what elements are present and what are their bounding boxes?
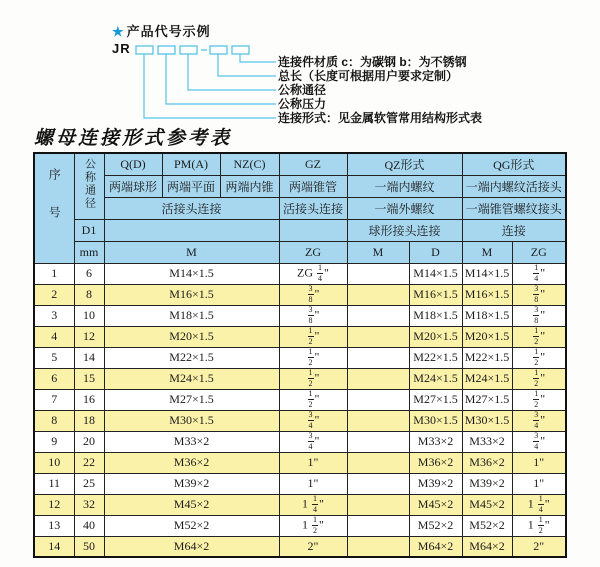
cell-qg-zg: $\frac{3}{8}$ " — [512, 284, 566, 305]
cell-m: M52×2 — [104, 515, 279, 536]
header-qg-m: M — [462, 241, 512, 263]
cell-seq: 5 — [34, 347, 74, 368]
cell-qg-zg: $\frac{1}{2}$ " — [512, 368, 566, 389]
cell-dn: 10 — [74, 305, 104, 326]
cell-qz-d: M52×2 — [409, 515, 462, 536]
cell-qz-d: M16×1.5 — [409, 284, 462, 305]
gz-connection: 活接头连接 — [279, 197, 347, 219]
cell-dn: 50 — [74, 536, 104, 557]
cell-dn: 14 — [74, 347, 104, 368]
cell-dn: 6 — [74, 263, 104, 284]
cell-qg-m: M52×2 — [462, 515, 512, 536]
header-qz-m: M — [347, 241, 409, 263]
qz-connection: 球形接头连接 — [347, 219, 462, 241]
table-row — [34, 326, 566, 347]
cell-qz-d: M20×1.5 — [409, 326, 462, 347]
cell-qz-m — [347, 536, 409, 557]
code-box — [210, 46, 227, 54]
cell-qg-zg: $\frac{1}{2}$ " — [512, 389, 566, 410]
cell-gz-zg: 1" — [279, 452, 347, 473]
cell-qz-m — [347, 473, 409, 494]
cell-m: M18×1.5 — [104, 305, 279, 326]
diagram-label-pressure: 公称压力 — [278, 97, 327, 111]
cell-dn: 15 — [74, 368, 104, 389]
cell-qz-m — [347, 515, 409, 536]
cell-qz-m — [347, 494, 409, 515]
cell-qg-m: M39×2 — [462, 473, 512, 494]
header-m: M — [104, 241, 279, 263]
cell-qz-d: M27×1.5 — [409, 389, 462, 410]
cell-gz-zg: 2" — [279, 536, 347, 557]
cell-qg-zg: 2" — [512, 536, 566, 557]
cell-qg-m: M33×2 — [462, 431, 512, 452]
diagram-label-material: 连接件材质 c：为碳钢 b：为不锈钢 — [278, 55, 467, 69]
col-header-dn — [74, 153, 104, 219]
cell-gz-zg: ZG $\frac{1}{4}$ " — [279, 263, 347, 284]
cell-qz-m — [347, 305, 409, 326]
cell-dn: 25 — [74, 473, 104, 494]
cell-qg-m: M16×1.5 — [462, 284, 512, 305]
cell-qz-m — [347, 431, 409, 452]
cell-seq: 12 — [34, 494, 74, 515]
cell-gz-zg: $\frac{3}{8}$ " — [279, 284, 347, 305]
cell-seq: 9 — [34, 431, 74, 452]
cell-qz-d: M45×2 — [409, 494, 462, 515]
cell-qz-d: M30×1.5 — [409, 410, 462, 431]
cell-dn: 32 — [74, 494, 104, 515]
cell-qz-m — [347, 347, 409, 368]
header-blank-left — [104, 219, 279, 241]
leader-line — [240, 54, 276, 62]
cell-qz-m — [347, 452, 409, 473]
table-row — [34, 452, 566, 473]
leader-line — [188, 54, 276, 90]
cell-gz-zg: 1 $\frac{1}{4}$ " — [279, 494, 347, 515]
star-icon: ★ — [112, 24, 125, 39]
table-row — [34, 284, 566, 305]
cell-gz-zg: 1" — [279, 473, 347, 494]
cell-gz-zg: $\frac{1}{2}$ " — [279, 389, 347, 410]
header-zg: ZG — [279, 241, 347, 263]
cell-qz-d: M22×1.5 — [409, 347, 462, 368]
cell-qz-m — [347, 389, 409, 410]
cell-m: M16×1.5 — [104, 284, 279, 305]
desc-qg-1: 一端内螺纹活接头 — [462, 175, 566, 197]
table-row — [34, 494, 566, 515]
cell-qg-m: M36×2 — [462, 452, 512, 473]
cell-qg-zg: 1" — [512, 452, 566, 473]
cell-qz-d: M14×1.5 — [409, 263, 462, 284]
desc-gz: 两端锥管 — [279, 175, 347, 197]
cell-gz-zg: $\frac{1}{2}$ " — [279, 326, 347, 347]
cell-dn: 12 — [74, 326, 104, 347]
cell-qg-zg: $\frac{3}{4}$ " — [512, 431, 566, 452]
col-header-nzc: NZ(C) — [220, 153, 279, 175]
table-row — [34, 410, 566, 431]
cell-m: M20×1.5 — [104, 326, 279, 347]
cell-dn: 40 — [74, 515, 104, 536]
header-mm: mm — [74, 241, 104, 263]
cell-m: M14×1.5 — [104, 263, 279, 284]
cell-qg-zg: $\frac{3}{4}$ " — [512, 410, 566, 431]
nut-connection-table — [33, 152, 567, 558]
cell-seq: 11 — [34, 473, 74, 494]
desc-qz-2: 一端外螺纹 — [347, 197, 462, 219]
cell-m: M22×1.5 — [104, 347, 279, 368]
cell-m: M39×2 — [104, 473, 279, 494]
cell-qg-zg: $\frac{1}{4}$ " — [512, 263, 566, 284]
desc-nzc: 两端内锥 — [220, 175, 279, 197]
desc-qd: 两端球形 — [104, 175, 162, 197]
leader-line — [166, 54, 276, 104]
cell-qg-m: M30×1.5 — [462, 410, 512, 431]
cell-qz-d: M24×1.5 — [409, 368, 462, 389]
cell-seq: 6 — [34, 368, 74, 389]
qg-connection: 连接 — [462, 219, 566, 241]
cell-qg-zg: 1 $\frac{1}{4}$ " — [512, 494, 566, 515]
cell-seq: 10 — [34, 452, 74, 473]
col-header-qz: QZ形式 — [347, 153, 462, 175]
cell-qz-d: M36×2 — [409, 452, 462, 473]
cell-gz-zg: $\frac{3}{8}$ " — [279, 305, 347, 326]
table-row — [34, 305, 566, 326]
leader-line — [218, 54, 276, 76]
cell-gz-zg: $\frac{1}{2}$ " — [279, 368, 347, 389]
cell-qz-d: M64×2 — [409, 536, 462, 557]
diagram-label-length: 总长（长度可根据用户要求定制） — [278, 69, 459, 83]
cell-seq: 1 — [34, 263, 74, 284]
cell-qg-zg: $\frac{1}{2}$ " — [512, 326, 566, 347]
cell-qg-m: M22×1.5 — [462, 347, 512, 368]
col-header-seq — [34, 153, 74, 263]
cell-m: M24×1.5 — [104, 368, 279, 389]
cell-seq: 4 — [34, 326, 74, 347]
cell-seq: 13 — [34, 515, 74, 536]
col-header-gz: GZ — [279, 153, 347, 175]
cell-qz-m — [347, 410, 409, 431]
header-d1: D1 — [74, 219, 104, 241]
cell-m: M30×1.5 — [104, 410, 279, 431]
cell-seq: 8 — [34, 410, 74, 431]
table-row — [34, 368, 566, 389]
col-header-dn-text: 公称通径 — [83, 158, 96, 211]
cell-qg-zg: 1 $\frac{1}{2}$ " — [512, 515, 566, 536]
cell-qg-m: M20×1.5 — [462, 326, 512, 347]
product-code-heading-text: 产品代号示例 — [126, 24, 211, 39]
cell-seq: 14 — [34, 536, 74, 557]
cell-m: M33×2 — [104, 431, 279, 452]
cell-qg-m: M14×1.5 — [462, 263, 512, 284]
cell-qg-zg: $\frac{3}{8}$ " — [512, 305, 566, 326]
product-code-heading — [112, 21, 211, 40]
col-header-pma: PM(A) — [162, 153, 220, 175]
cell-dn: 16 — [74, 389, 104, 410]
cell-qz-m — [347, 368, 409, 389]
table-row — [34, 347, 566, 368]
cell-m: M45×2 — [104, 494, 279, 515]
cell-seq: 7 — [34, 389, 74, 410]
code-box — [232, 46, 249, 54]
table-body — [34, 263, 566, 557]
desc-qz-1: 一端内螺纹 — [347, 175, 462, 197]
code-prefix: JR — [112, 41, 131, 56]
table-row — [34, 263, 566, 284]
code-box — [180, 46, 197, 54]
cell-dn: 18 — [74, 410, 104, 431]
cell-gz-zg: 1 $\frac{1}{2}$ " — [279, 515, 347, 536]
desc-pma: 两端平面 — [162, 175, 220, 197]
cell-dn: 8 — [74, 284, 104, 305]
table-row — [34, 431, 566, 452]
cell-m: M64×2 — [104, 536, 279, 557]
cell-gz-zg: $\frac{3}{4}$ " — [279, 410, 347, 431]
cell-seq: 2 — [34, 284, 74, 305]
diagram-label-diameter: 公称通径 — [278, 83, 327, 97]
col-header-seq-text: 序号 — [47, 168, 62, 245]
leader-line — [144, 54, 276, 118]
table-row — [34, 389, 566, 410]
cell-qz-d: M18×1.5 — [409, 305, 462, 326]
cell-qg-m: M64×2 — [462, 536, 512, 557]
code-box — [158, 46, 175, 54]
cell-qz-m — [347, 263, 409, 284]
cell-qg-zg: 1" — [512, 473, 566, 494]
cell-dn: 20 — [74, 431, 104, 452]
table-row — [34, 515, 566, 536]
cell-m: M36×2 — [104, 452, 279, 473]
cell-seq: 3 — [34, 305, 74, 326]
diagram-label-connection: 连接形式：见金属软管常用结构形式表 — [278, 111, 483, 125]
table-title: 螺母连接形式参考表 — [34, 127, 233, 149]
header-qg-zg: ZG — [512, 241, 566, 263]
header-qz-d: D — [409, 241, 462, 263]
cell-dn: 22 — [74, 452, 104, 473]
cell-qz-d: M33×2 — [409, 431, 462, 452]
cell-m: M27×1.5 — [104, 389, 279, 410]
cell-qg-zg: $\frac{1}{2}$ " — [512, 347, 566, 368]
col-header-qd: Q(D) — [104, 153, 162, 175]
cell-qg-m: M27×1.5 — [462, 389, 512, 410]
cell-gz-zg: $\frac{1}{2}$ " — [279, 347, 347, 368]
desc-qg-2: 一端锥管螺纹接头 — [462, 197, 566, 219]
header-blank-gz — [279, 219, 347, 241]
cell-qz-m — [347, 326, 409, 347]
cell-qg-m: M18×1.5 — [462, 305, 512, 326]
cell-qz-m — [347, 284, 409, 305]
cell-qz-d: M39×2 — [409, 473, 462, 494]
cell-qg-m: M45×2 — [462, 494, 512, 515]
union-connection: 活接头连接 — [104, 197, 279, 219]
table-row — [34, 536, 566, 557]
table-row — [34, 473, 566, 494]
col-header-qg: QG形式 — [462, 153, 566, 175]
cell-gz-zg: $\frac{3}{4}$ " — [279, 431, 347, 452]
cell-qg-m: M24×1.5 — [462, 368, 512, 389]
code-box — [136, 46, 153, 54]
